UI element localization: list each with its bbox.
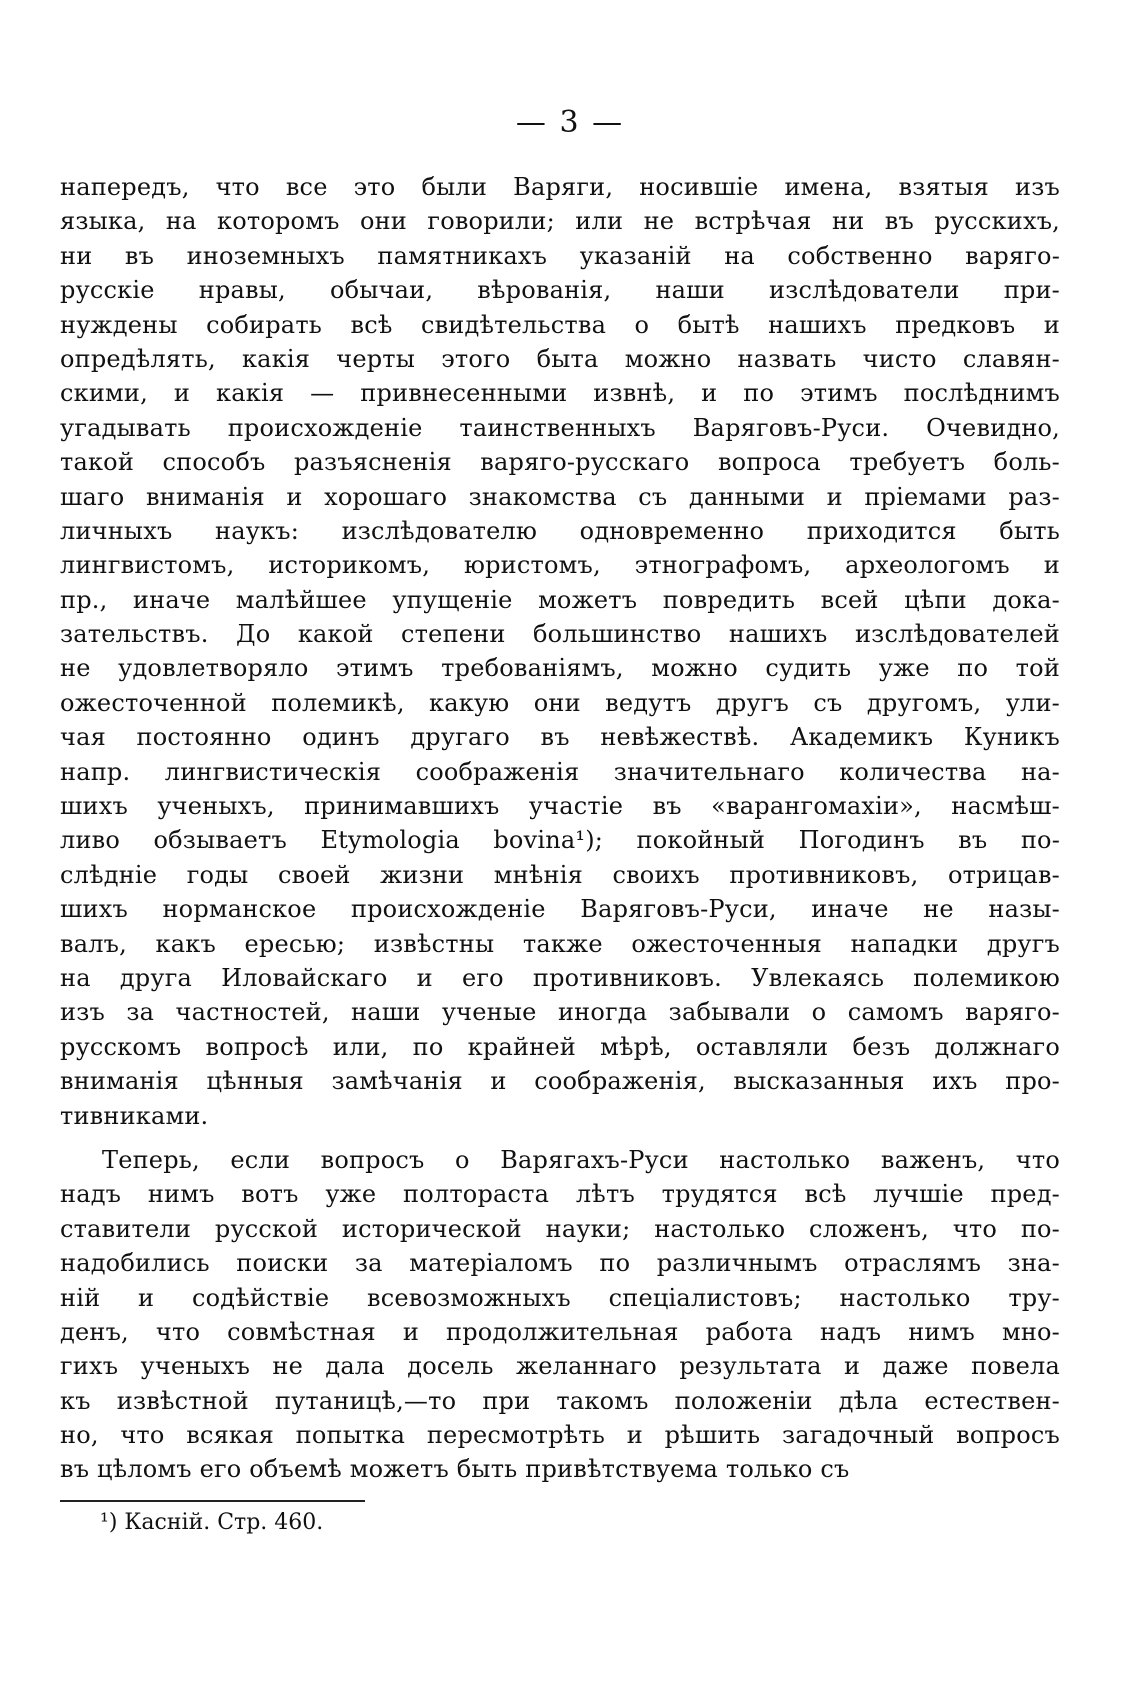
- text-line: на друга Иловайскаго и его противниковъ. Увлекаясь полемикою: [60, 963, 1060, 992]
- paragraph-gap: [60, 1133, 1060, 1143]
- footnote-divider: [60, 1500, 365, 1502]
- text-line: шихъ норманское происхожденіе Варяговъ-Руси, иначе не назы-: [60, 895, 1060, 924]
- paragraph-1: [60, 170, 1060, 1133]
- text-line: пр., иначе малѣйшее упущеніе можетъ повредить всей цѣпи дока-: [60, 585, 1060, 614]
- text-line: но, что всякая попытка пересмотрѣть и рѣшить загадочный вопросъ: [60, 1421, 1060, 1450]
- text-line: напр. лингвистическія соображенія значительнаго количества на-: [60, 757, 1060, 786]
- text-line: слѣдніе годы своей жизни мнѣнія своихъ противниковъ, отрицав-: [60, 860, 1060, 889]
- footnote: [100, 1508, 323, 1538]
- text-line: къ извѣстной путаницѣ,—то при такомъ положеніи дѣла естествен-: [60, 1386, 1060, 1415]
- text-line: вниманія цѣнныя замѣчанія и соображенія, высказанныя ихъ про-: [60, 1067, 1060, 1096]
- text-line: валъ, какъ ересью; извѣстны также ожесточенныя нападки другъ: [60, 929, 1060, 958]
- text-line: денъ, что совмѣстная и продолжительная работа надъ нимъ мно-: [60, 1317, 1060, 1346]
- text-line: изъ за частностей, наши ученые иногда забывали о самомъ варяго-: [60, 998, 1060, 1027]
- body-text: [60, 170, 1060, 1487]
- text-line: надобились поиски за матеріаломъ по различнымъ отраслямъ зна-: [60, 1249, 1060, 1278]
- text-line: ни въ иноземныхъ памятникахъ указаній на собственно варяго-: [60, 241, 1060, 270]
- text-line: русскіе нравы, обычаи, вѣрованія, наши изслѣдователи при-: [60, 276, 1060, 305]
- text-line: языка, на которомъ они говорили; или не встрѣчая ни въ русскихъ,: [60, 207, 1060, 236]
- text-line: личныхъ наукъ: изслѣдователю одновременно приходится быть: [60, 516, 1060, 545]
- text-line: шаго вниманія и хорошаго знакомства съ данными и пріемами раз-: [60, 482, 1060, 511]
- text-line: угадывать происхожденіе таинственныхъ Варяговъ-Руси. Очевидно,: [60, 413, 1060, 442]
- text-line: надъ нимъ вотъ уже полтораста лѣтъ трудятся всѣ лучшіе пред-: [60, 1180, 1060, 1209]
- text-line: не удовлетворяло этимъ требованіямъ, можно судить уже по той: [60, 654, 1060, 683]
- text-line: чая постоянно одинъ другаго въ невѣжествѣ. Академикъ Куникъ: [60, 723, 1060, 752]
- text-line: зательствъ. До какой степени большинство нашихъ изслѣдователей: [60, 620, 1060, 649]
- footnote-marker: ¹): [100, 1510, 118, 1535]
- text-line: скими, и какія — привнесенными извнѣ, и по этимъ послѣднимъ: [60, 379, 1060, 408]
- text-line: тивниками.: [60, 1101, 209, 1130]
- text-line: Теперь, если вопросъ о Варягахъ-Руси настолько важенъ, что: [102, 1145, 1060, 1174]
- text-line: гихъ ученыхъ не дала досель желаннаго результата и даже повела: [60, 1352, 1060, 1381]
- text-line: напередъ, что все это были Варяги, носившіе имена, взятыя изъ: [60, 173, 1060, 201]
- text-line: такой способъ разъясненія варяго-русскаго вопроса требуетъ боль-: [60, 448, 1060, 477]
- text-line: въ цѣломъ его объемѣ можетъ быть привѣтствуема только съ: [60, 1455, 850, 1484]
- text-line: лингвистомъ, историкомъ, юристомъ, этнографомъ, археологомъ и: [60, 551, 1060, 580]
- text-line: ливо обзываетъ Etymologia bovina¹); покойный Погодинъ въ по-: [60, 826, 1060, 855]
- text-line: шихъ ученыхъ, принимавшихъ участіе въ «варангомахіи», насмѣш-: [60, 792, 1060, 821]
- text-line: нуждены собирать всѣ свидѣтельства о бытѣ нашихъ предковъ и: [60, 310, 1060, 339]
- text-line: ожесточенной полемикѣ, какую они ведутъ другъ съ другомъ, ули-: [60, 688, 1060, 717]
- footnote-text: Касній. Стр. 460.: [124, 1510, 324, 1535]
- text-line: опредѣлять, какія черты этого быта можно назвать чисто славян-: [60, 344, 1060, 373]
- text-line: русскомъ вопросѣ или, по крайней мѣрѣ, оставляли безъ должнаго: [60, 1032, 1060, 1061]
- text-line: ставители русской исторической науки; настолько сложенъ, что по-: [60, 1214, 1060, 1243]
- page-number: — 3 —: [515, 105, 625, 140]
- text-line: ній и содѣйствіе всевозможныхъ спеціалистовъ; настолько тру-: [60, 1283, 1060, 1312]
- paragraph-2: [60, 1143, 1060, 1487]
